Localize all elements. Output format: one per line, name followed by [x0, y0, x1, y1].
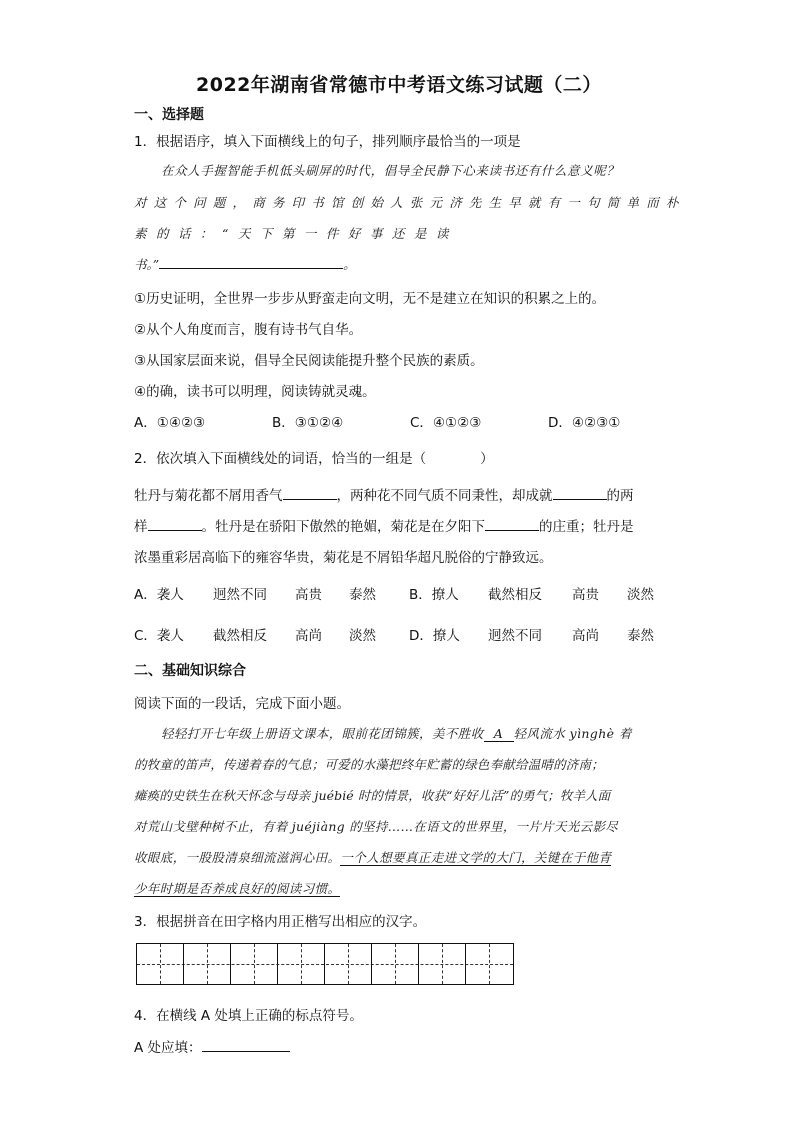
- q2-passage-line: [134, 515, 634, 535]
- q1-item: ②从个人角度而言，腹有诗书气自华。: [134, 322, 363, 338]
- reading-line: 的牧童的笛声，传递着春的气息；可爱的水藻把终年贮蓄的绿色奉献给温晴的济南；: [134, 757, 604, 772]
- underlined-sentence: 一个人想要真正走进文学的大门，关键在于他青: [340, 850, 612, 865]
- tianzige-cell[interactable]: [372, 944, 396, 984]
- q2-text: 的庄重；牡丹是: [539, 519, 634, 535]
- q2-option-word: 迥然不同: [213, 587, 267, 603]
- section-heading-choice: 一、选择题: [134, 107, 204, 123]
- q1-passage-line: 在众人手握智能手机低头刷屏的时代，倡导全民静下心来读书还有什么意义呢？: [161, 163, 620, 178]
- q1-passage-line: 素的话：“天下第一件好事还是读: [134, 226, 458, 241]
- tianzige-cell[interactable]: [396, 944, 420, 984]
- q2-blank-3[interactable]: [148, 517, 202, 531]
- tianzige-cell[interactable]: [161, 944, 185, 984]
- tianzige-cell[interactable]: [419, 944, 443, 984]
- reading-intro: 阅读下面的一段话，完成下面小题。: [134, 696, 350, 712]
- q2-option-word: 泰然: [349, 587, 376, 603]
- reading-text: 轻轻打开七年级上册语文课本，眼前花团锦簇，美不胜收: [161, 726, 484, 741]
- tianzige-cell[interactable]: [208, 944, 232, 984]
- underlined-sentence: 少年时期是否养成良好的阅读习惯。: [134, 881, 341, 896]
- blank-a-label: A: [493, 726, 504, 741]
- q2-option-word: 高尚: [572, 628, 599, 644]
- q1-passage-text: 。: [343, 257, 356, 272]
- q1-stem: 1．根据语序，填入下面横线上的句子，排列顺序最恰当的一项是: [134, 134, 521, 150]
- q2-text: 样: [134, 519, 148, 535]
- reading-line: 瘫痪的史铁生在秋天怀念与母亲 juébié 时的情景，收获“好好儿活”的勇气；牧羊人面: [134, 788, 611, 803]
- reading-line: [134, 848, 611, 866]
- q1-passage-line: 对这个问题，商务印书馆创始人张元济先生早就有一句简单而朴: [134, 195, 686, 210]
- q2-stem: 2．依次填入下面横线处的词语，恰当的一组是（ ）: [134, 451, 494, 467]
- q4-stem: 4．在横线 A 处填上正确的标点符号。: [134, 1008, 363, 1024]
- q4-answer-blank[interactable]: [202, 1038, 290, 1052]
- q1-item: ①历史证明，全世界一步步从野蛮走向文明，无不是建立在知识的积累之上的。: [134, 291, 606, 307]
- blank-a-mark[interactable]: [484, 726, 514, 742]
- q2-passage-line: 浓墨重彩居高临下的雍容华贵，菊花是不屑铅华超凡脱俗的宁静致远。: [134, 550, 553, 566]
- q2-blank-4[interactable]: [485, 517, 539, 531]
- q2-blank-1[interactable]: [283, 486, 337, 500]
- q2-option-word: 泰然: [627, 628, 654, 644]
- q1-option-c[interactable]: C．④①②③: [410, 415, 482, 431]
- q2-option-word: 高贵: [295, 587, 322, 603]
- q2-option-word: 高尚: [295, 628, 322, 644]
- tianzige-cell[interactable]: [302, 944, 326, 984]
- tianzige-cell[interactable]: [466, 944, 490, 984]
- q1-option-b[interactable]: B．③①②④: [272, 415, 344, 431]
- tianzige-cell[interactable]: [184, 944, 208, 984]
- tianzige-cell[interactable]: [137, 944, 161, 984]
- q1-option-d[interactable]: D．④②③①: [548, 415, 621, 431]
- q1-passage-text: 书。”: [134, 257, 160, 272]
- tianzige-cell[interactable]: [490, 944, 514, 984]
- q1-item: ④的确，读书可以明理，阅读铸就灵魂。: [134, 384, 376, 400]
- q2-option-word: 迥然不同: [488, 628, 542, 644]
- reading-text: 轻风流水 yìnghè 着: [513, 726, 632, 741]
- q2-passage-line: [134, 484, 634, 504]
- tianzige-cell[interactable]: [349, 944, 373, 984]
- q2-blank-2[interactable]: [553, 486, 607, 500]
- reading-line: [134, 879, 340, 897]
- q2-option-word: 高贵: [572, 587, 599, 603]
- q2-option-word: 截然相反: [488, 587, 542, 603]
- q2-option-word: 淡然: [349, 628, 376, 644]
- tianzige-cell[interactable]: [325, 944, 349, 984]
- section-heading-basics: 二、基础知识综合: [134, 663, 246, 679]
- q3-stem: 3．根据拼音在田字格内用正楷写出相应的汉字。: [134, 914, 427, 930]
- q1-passage-line: [134, 255, 356, 273]
- q1-option-a[interactable]: A．①④②③: [134, 415, 206, 431]
- q2-text: 。牡丹是在骄阳下傲然的艳媚，菊花是在夕阳下: [201, 519, 485, 535]
- q2-option-d[interactable]: D．撩人: [409, 628, 460, 644]
- q4-answer-line: [134, 1036, 290, 1056]
- q2-option-word: 截然相反: [213, 628, 267, 644]
- q2-text: 牡丹与菊花都不屑用香气: [134, 488, 283, 504]
- q2-option-b[interactable]: B．撩人: [409, 587, 459, 603]
- tianzige-cell[interactable]: [278, 944, 302, 984]
- q1-item: ③从国家层面来说，倡导全民阅读能提升整个民族的素质。: [134, 353, 484, 369]
- reading-line: [161, 724, 632, 742]
- q2-text: ，两种花不同气质不同秉性，却成就: [336, 488, 553, 504]
- q2-option-a[interactable]: A．袭人: [134, 587, 184, 603]
- tianzige-grid[interactable]: [136, 943, 514, 985]
- q2-text: 的两: [606, 488, 634, 504]
- tianzige-cell[interactable]: [231, 944, 255, 984]
- q1-answer-blank[interactable]: [159, 255, 343, 269]
- reading-text: 收眼底，一股股清泉细流滋润心田。: [134, 850, 341, 865]
- q2-option-c[interactable]: C．袭人: [134, 628, 184, 644]
- tianzige-cell[interactable]: [443, 944, 467, 984]
- q2-option-word: 淡然: [627, 587, 654, 603]
- reading-line: 对荒山戈壁种树不止，有着 juéjiàng 的坚持……在语文的世界里，一片片天光云影尽: [134, 819, 619, 834]
- page-title: 2022年湖南省常德市中考语文练习试题（二）: [196, 74, 602, 96]
- tianzige-cell[interactable]: [255, 944, 279, 984]
- q4-answer-label: A 处应填：: [134, 1040, 202, 1056]
